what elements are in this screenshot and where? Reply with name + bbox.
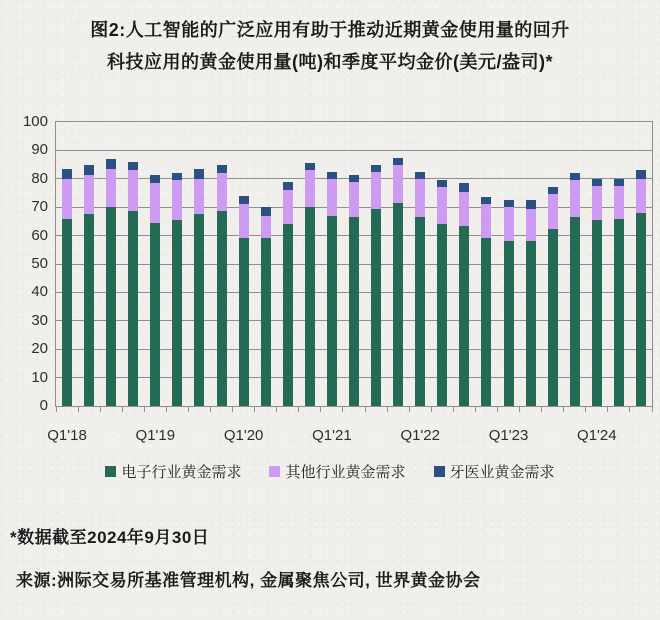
bar-segment-electronics <box>592 220 602 406</box>
bar-segment-dental <box>349 175 359 182</box>
legend-item-electronics <box>105 461 241 482</box>
bar-group <box>614 179 624 406</box>
y-axis-tick-label: 100 <box>22 113 48 130</box>
legend-label-other: 其他行业黄金需求 <box>285 464 406 481</box>
y-axis-tick-label: 50 <box>31 255 48 272</box>
bar-group <box>62 169 72 406</box>
bar-segment-electronics <box>239 238 249 406</box>
bar-segment-other <box>371 172 381 209</box>
legend-item-dental <box>434 461 555 482</box>
legend-label-electronics: 电子行业黄金需求 <box>121 464 242 481</box>
bar-segment-other <box>614 186 624 219</box>
x-axis-tick <box>365 407 366 412</box>
legend-item-other <box>269 461 405 482</box>
bar-group <box>548 187 558 406</box>
legend-swatch-other <box>269 466 280 477</box>
x-axis-tick <box>56 407 57 412</box>
x-axis-tick <box>453 407 454 412</box>
bar-segment-other <box>261 216 271 239</box>
bar-segment-dental <box>614 179 624 186</box>
bar-segment-dental <box>283 182 293 191</box>
bar-segment-dental <box>305 163 315 170</box>
x-axis-tick <box>652 407 653 412</box>
bar-segment-dental <box>128 162 138 171</box>
bar-group <box>504 200 514 406</box>
bar-segment-other <box>592 186 602 220</box>
x-axis-tick <box>188 407 189 412</box>
y-axis-tick-label: 0 <box>39 397 48 414</box>
x-axis-tick-label: Q1'18 <box>47 427 87 444</box>
bar-segment-dental <box>393 158 403 165</box>
bar-segment-electronics <box>548 229 558 407</box>
bar-segment-other <box>327 179 337 216</box>
bar-segment-dental <box>636 170 646 179</box>
bar-segment-other <box>459 192 469 226</box>
x-axis-tick <box>78 407 79 412</box>
x-axis-tick <box>122 407 123 412</box>
y-axis-tick-label: 20 <box>31 340 48 358</box>
bar-segment-other <box>526 209 536 242</box>
bar-segment-dental <box>62 169 72 179</box>
x-axis-tick <box>431 407 432 412</box>
bar-segment-electronics <box>84 214 94 406</box>
bar-group <box>305 163 315 406</box>
bar-segment-dental <box>548 187 558 194</box>
bar-segment-other <box>217 173 227 211</box>
bar-segment-electronics <box>481 238 491 406</box>
bar-segment-electronics <box>172 220 182 406</box>
bar-segment-electronics <box>526 241 536 406</box>
x-axis-tick <box>519 407 520 412</box>
y-axis-tick-label: 40 <box>31 283 48 301</box>
x-axis-tick-label: Q1'20 <box>223 427 264 444</box>
bar-segment-electronics <box>283 224 293 406</box>
bar-group <box>217 165 227 406</box>
x-axis-tick <box>541 407 542 412</box>
y-axis-tick-label: 70 <box>31 198 48 216</box>
x-axis-tick <box>254 407 255 412</box>
bar-group <box>636 170 646 406</box>
bar-segment-electronics <box>371 209 381 406</box>
x-axis-tick <box>232 407 233 412</box>
x-axis-tick <box>563 407 564 412</box>
x-axis-tick <box>342 407 343 412</box>
bar-segment-other <box>172 180 182 220</box>
bar-segment-electronics <box>393 203 403 406</box>
chart-title-line1: 图2:人工智能的广泛应用有助于推动近期黄金使用量的回升 <box>90 20 570 40</box>
bar-segment-electronics <box>349 217 359 406</box>
bar-segment-electronics <box>437 224 447 406</box>
x-axis-tick <box>100 407 101 412</box>
x-axis-tick <box>387 407 388 412</box>
bar-group <box>592 179 602 406</box>
x-axis-tick <box>585 407 586 412</box>
bar-segment-electronics <box>128 211 138 406</box>
bar-segment-electronics <box>327 216 337 406</box>
y-axis-tick-label: 10 <box>31 368 48 386</box>
bar-segment-other <box>283 190 293 224</box>
bar-group <box>437 180 447 406</box>
bar-group <box>128 162 138 406</box>
x-axis-tick-label: Q1'22 <box>400 427 440 444</box>
bar-segment-electronics <box>504 241 514 406</box>
bar-segment-electronics <box>614 219 624 406</box>
x-axis-tick <box>409 407 410 412</box>
bar-segment-other <box>194 179 204 215</box>
x-axis-tick-label: Q1'21 <box>312 427 352 444</box>
bar-segment-dental <box>570 173 580 180</box>
y-axis-tick-label: 80 <box>31 169 48 187</box>
y-axis-tick-label: 60 <box>31 226 48 244</box>
bar-segment-dental <box>504 200 514 207</box>
bar-segment-other <box>84 175 94 215</box>
gridline <box>56 150 652 151</box>
bar-segment-other <box>349 182 359 218</box>
bar-group <box>327 172 337 406</box>
bar-segment-dental <box>150 175 160 184</box>
legend-swatch-electronics <box>105 466 116 477</box>
bar-segment-other <box>548 194 558 228</box>
x-axis-tick-label: Q1'19 <box>135 427 176 444</box>
bar-segment-dental <box>106 159 116 169</box>
x-axis-tick <box>298 407 299 412</box>
bar-segment-dental <box>592 179 602 186</box>
plot-area <box>47 121 653 444</box>
bar-segment-dental <box>371 165 381 172</box>
bar-segment-other <box>62 179 72 219</box>
bar-segment-other <box>437 187 447 224</box>
bar-segment-electronics <box>261 238 271 406</box>
bar-segment-dental <box>481 197 491 204</box>
bar-group <box>106 159 116 406</box>
bar-segment-electronics <box>570 217 580 406</box>
bar-segment-electronics <box>459 226 469 406</box>
bar-group <box>459 183 469 406</box>
bar-segment-other <box>128 170 138 211</box>
bar-segment-other <box>106 169 116 207</box>
bar-segment-other <box>239 204 249 238</box>
bar-segment-other <box>504 207 514 241</box>
bar-segment-other <box>570 180 580 217</box>
chart-title <box>0 14 660 78</box>
bar-segment-electronics <box>217 211 227 406</box>
bar-segment-dental <box>217 165 227 174</box>
bar-segment-other <box>393 165 403 203</box>
bar-segment-electronics <box>305 207 315 406</box>
bar-segment-dental <box>526 200 536 209</box>
chart-title-line2: 科技应用的黄金使用量(吨)和季度平均金价(美元/盎司)* <box>107 52 553 72</box>
x-axis-tick <box>320 407 321 412</box>
x-axis-tick-label: Q1'24 <box>577 427 617 444</box>
bar-group <box>393 158 403 407</box>
bar-group <box>261 207 271 406</box>
bar-segment-dental <box>84 165 94 175</box>
bar-segment-other <box>636 179 646 213</box>
bar-segment-electronics <box>636 213 646 406</box>
y-axis-tick-label: 90 <box>31 141 48 159</box>
bar-group <box>239 196 249 406</box>
bar-segment-dental <box>437 180 447 187</box>
bar-segment-other <box>150 183 160 223</box>
x-axis-tick <box>607 407 608 412</box>
legend-swatch-dental <box>434 466 445 477</box>
bar-group <box>150 175 160 406</box>
bar-segment-other <box>415 179 425 217</box>
x-axis-tick-label: Q1'23 <box>488 427 529 444</box>
bar-group <box>283 182 293 406</box>
bar-segment-electronics <box>150 223 160 406</box>
x-axis-tick <box>276 407 277 412</box>
bar-segment-dental <box>239 196 249 205</box>
bar-group <box>349 175 359 406</box>
bar-segment-electronics <box>106 207 116 406</box>
bar-group <box>526 200 536 406</box>
x-axis-tick <box>629 407 630 412</box>
bar-group <box>570 173 580 406</box>
footnote-data-cutoff: *数据截至2024年9月30日 <box>10 528 210 547</box>
bar-segment-dental <box>459 183 469 192</box>
bar-segment-dental <box>194 169 204 179</box>
bar-segment-other <box>481 204 491 238</box>
bar-group <box>194 169 204 406</box>
bar-group <box>172 173 182 406</box>
bar-segment-electronics <box>194 214 204 406</box>
bar-segment-electronics <box>62 219 72 406</box>
bar-group <box>371 165 381 406</box>
bar-group <box>481 197 491 406</box>
x-axis-tick <box>210 407 211 412</box>
bar-segment-dental <box>327 172 337 179</box>
bar-group <box>84 165 94 406</box>
bar-segment-dental <box>261 207 271 216</box>
y-axis-tick-label: 30 <box>31 311 48 329</box>
chart-legend <box>0 461 660 482</box>
bar-segment-other <box>305 170 315 207</box>
x-axis-tick <box>475 407 476 412</box>
bar-group <box>415 172 425 406</box>
x-axis-tick <box>166 407 167 412</box>
bar-segment-dental <box>172 173 182 180</box>
legend-label-dental: 牙医业黄金需求 <box>449 464 555 481</box>
bar-segment-dental <box>415 172 425 179</box>
x-axis-tick <box>497 407 498 412</box>
x-axis-tick <box>144 407 145 412</box>
footnote-source: 来源:洲际交易所基准管理机构, 金属聚焦公司, 世界黄金协会 <box>16 571 481 590</box>
bar-segment-electronics <box>415 217 425 406</box>
